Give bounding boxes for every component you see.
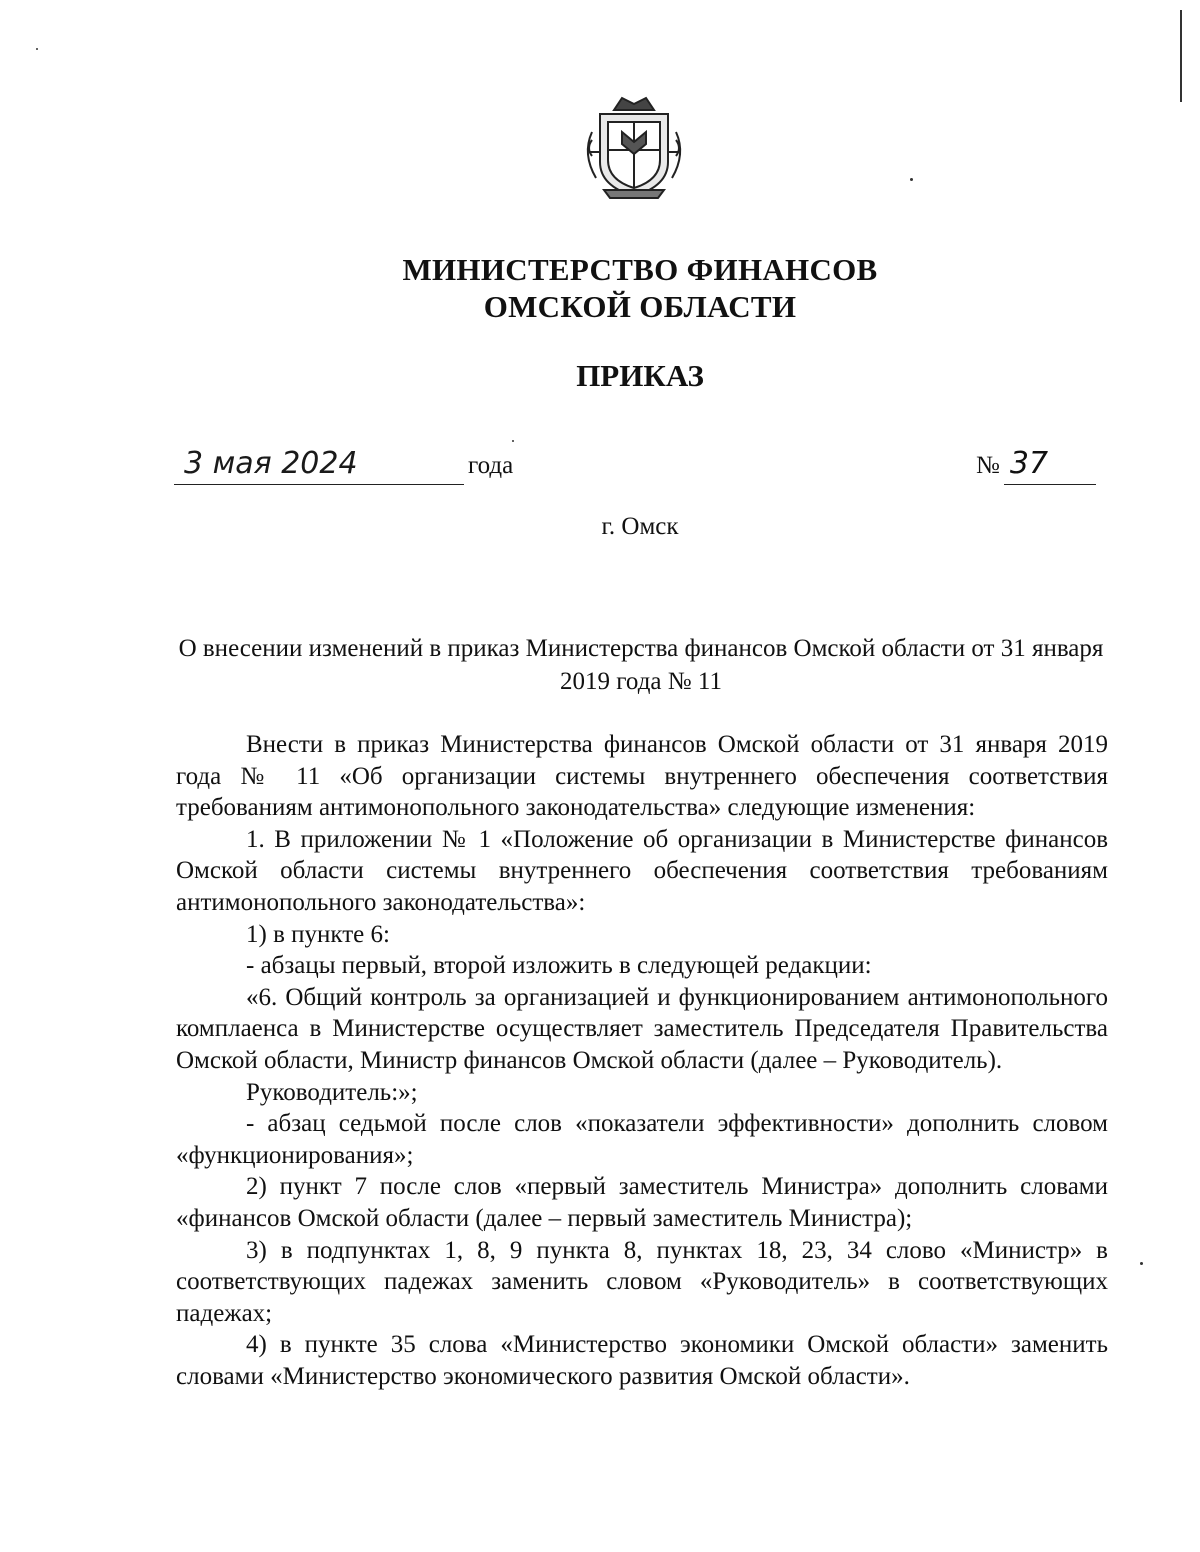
document-type-title: ПРИКАЗ (576, 358, 704, 393)
body-paragraph: «6. Общий контроль за организацией и функционированием антимонопольного комплаенса в Министерстве осуществляет заместитель Председателя Правительства Омской области, Министр финансов Омской области (далее – Руководитель). (176, 983, 1108, 1074)
omsk-coat-of-arms-icon (578, 92, 690, 202)
city-line: г. Омск (601, 513, 679, 540)
handwritten-number: 37 (1004, 444, 1096, 485)
body-paragraph: - абзац седьмой после слов «показатели эффективности» дополнить словом «функционирования»; (176, 1110, 1108, 1169)
body-paragraph: Руководитель:»; (246, 1078, 418, 1106)
document-body (176, 729, 1108, 1392)
body-paragraph: 3) в подпунктах 1, 8, 9 пункта 8, пунктах 18, 23, 34 слово «Министр» в соответствующих падежах заменить словом «Руководитель» в соответствующих падежах; (176, 1236, 1108, 1327)
ministry-name-line1: МИНИСТЕРСТВО ФИНАНСОВ (402, 252, 878, 287)
body-paragraph: 4) в пункте 35 слова «Министерство экономики Омской области» заменить словами «Министерство экономического развития Омской области». (176, 1331, 1108, 1390)
body-paragraph: 1) в пункте 6: (246, 920, 390, 948)
number-field (976, 444, 1096, 488)
date-field (174, 444, 513, 488)
body-paragraph: - абзацы первый, второй изложить в следующей редакции: (246, 952, 872, 980)
document-subject: О внесении изменений в приказ Министерства финансов Омской области от 31 января 2019 года № 11 (178, 635, 1104, 695)
body-paragraph: 2) пункт 7 после слов «первый заместитель Министра» дополнить словами «финансов Омской области (далее – первый заместитель Министра); (176, 1173, 1108, 1232)
body-paragraph: 1. В приложении № 1 «Положение об организации в Министерстве финансов Омской области системы внутреннего обеспечения соответствия требованиям антимонопольного законодательства»: (176, 825, 1108, 916)
date-suffix: года (468, 452, 514, 479)
handwritten-date: 3 мая 2024 (174, 444, 464, 485)
body-paragraph: Внести в приказ Министерства финансов Омской области от 31 января 2019 года № 11 «Об организации системы внутреннего обеспечения соответствия требованиям антимонопольного законодательства» следующие изменения: (176, 731, 1108, 822)
ministry-name-line2: ОМСКОЙ ОБЛАСТИ (483, 289, 797, 324)
number-sign: № (976, 452, 1000, 479)
